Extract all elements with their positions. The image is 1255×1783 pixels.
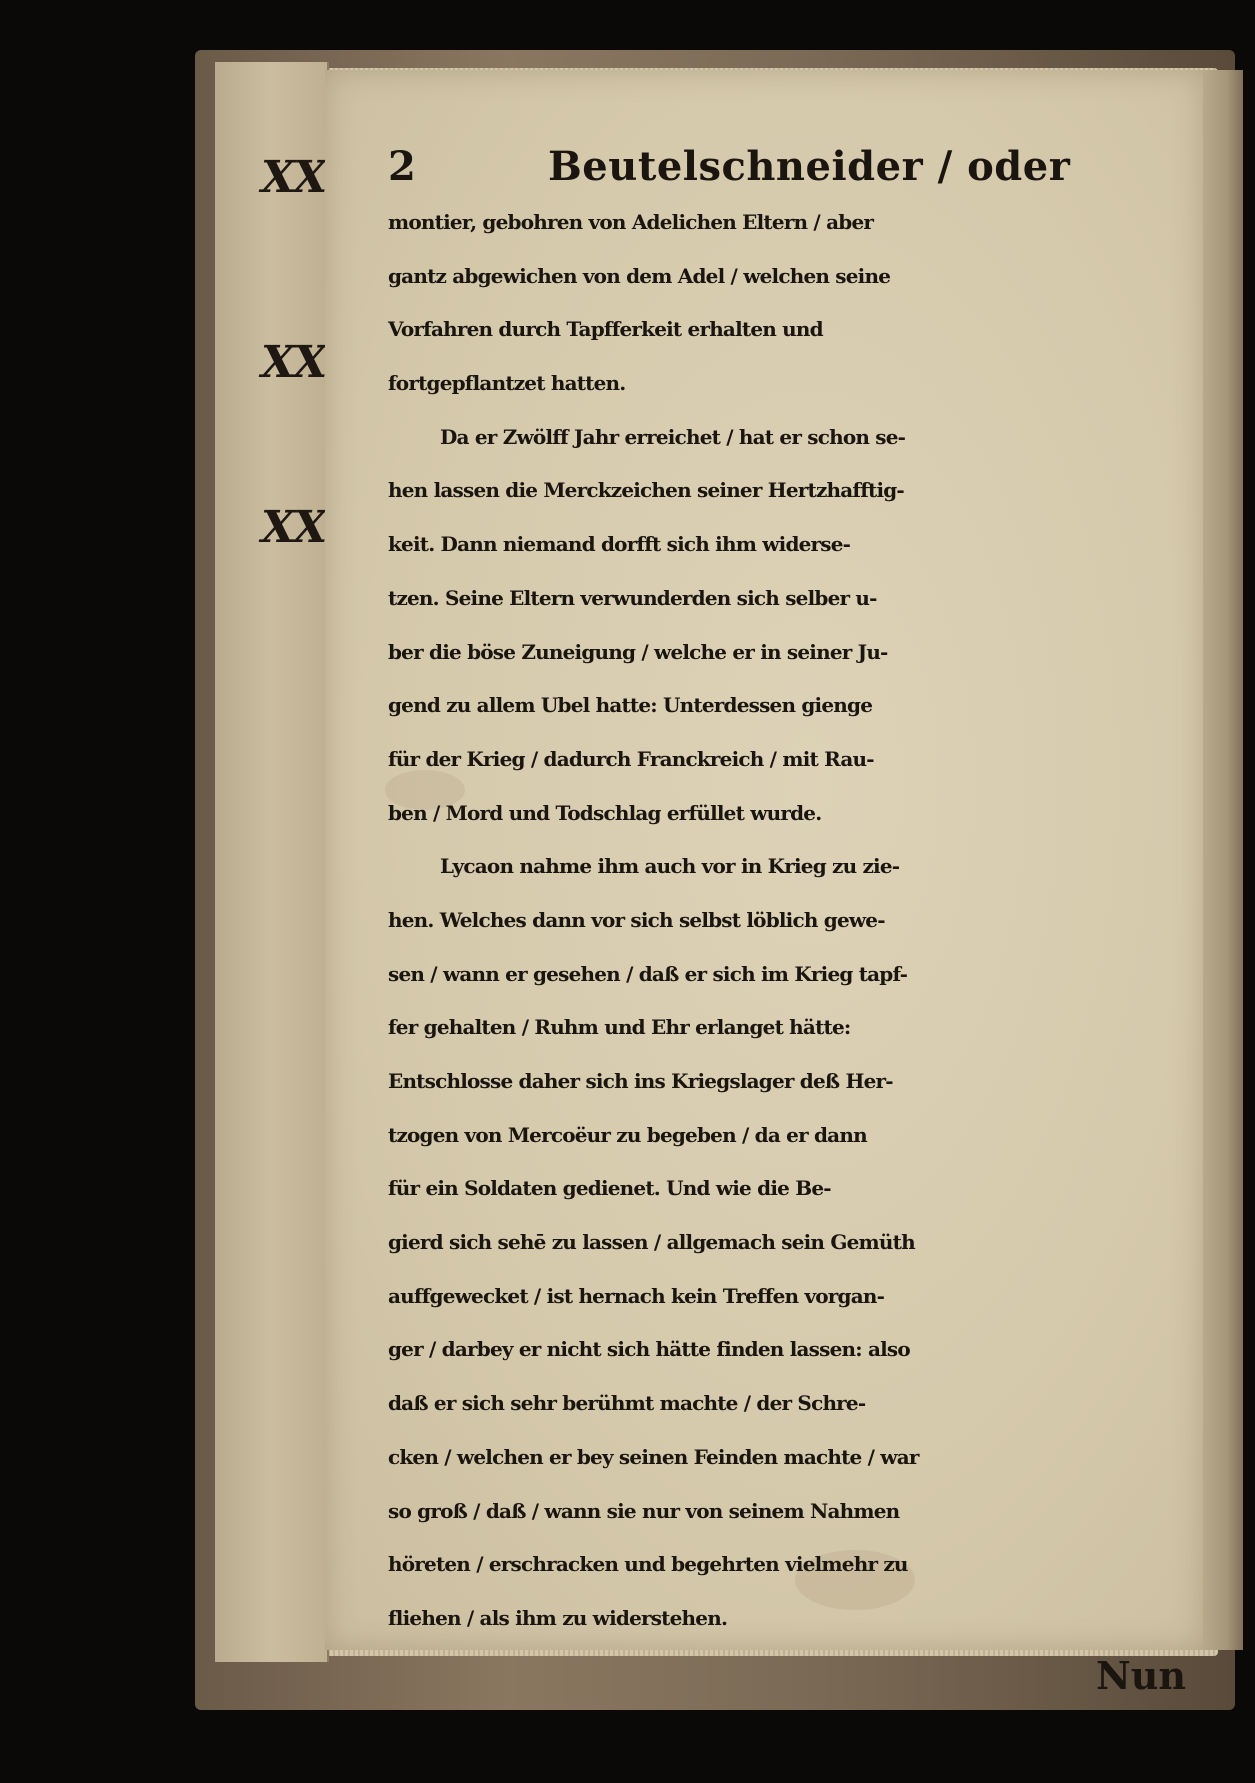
- text-line: so groß / daß / wann sie nur von seinem Nahmen: [388, 1498, 900, 1523]
- text-line: hen lassen die Merckzeichen seiner Hertzhafftig-: [388, 478, 904, 503]
- page-text: [388, 142, 1198, 1706]
- text-line: Entschlosse daher sich ins Kriegslager deß Her-: [388, 1069, 893, 1093]
- text-line: keit. Dann niemand dorfft sich ihm widerse-: [388, 532, 851, 557]
- text-line: hen. Welches dann vor sich selbst löblich gewe-: [388, 907, 885, 932]
- text-line: höreten / erschracken und begehrten vielmehr zu: [388, 1552, 908, 1577]
- text-line: daß er sich sehr berühmt machte / der Schre-: [388, 1391, 866, 1416]
- text-line: ben / Mord und Todschlag erfüllet wurde.: [388, 800, 822, 825]
- text-line: für der Krieg / dadurch Franckreich / mit Rau-: [388, 746, 874, 771]
- text-line: cken / welchen er bey seinen Feinden machte / war: [388, 1444, 919, 1469]
- text-line: sen / wann er gesehen / daß er sich im Krieg tapf-: [388, 961, 908, 986]
- text-line: tzen. Seine Eltern verwunderden sich selber u-: [388, 585, 877, 610]
- text-line: gend zu allem Ubel hatte: Unterdessen gienge: [388, 693, 873, 718]
- page-number: 2: [388, 143, 416, 190]
- catchword: Nun: [1096, 1652, 1186, 1698]
- text-line: für ein Soldaten gedienet. Und wie die Be-: [388, 1176, 831, 1201]
- text-line: Vorfahren durch Tapfferkeit erhalten und: [388, 317, 823, 342]
- text-line: gantz abgewichen von dem Adel / welchen seine: [388, 263, 891, 288]
- text-line: ber die böse Zuneigung / welche er in seiner Ju-: [388, 639, 888, 664]
- margin-fragment: XX: [261, 502, 326, 553]
- text-line: gierd sich sehē zu lassen / allgemach sein Gemüth: [388, 1230, 915, 1255]
- text-line: fliehen / als ihm zu widerstehen.: [388, 1605, 728, 1630]
- text-line: fer gehalten / Ruhm und Ehr erlanget hätte:: [388, 1015, 851, 1040]
- page-gutter: [1203, 70, 1243, 1650]
- facing-page-edge: [215, 62, 329, 1662]
- text-line: tzogen von Mercoëur zu begeben / da er dann: [388, 1122, 867, 1147]
- text-line: Da er Zwölff Jahr erreichet / hat er schon se-: [440, 424, 906, 449]
- text-line: auffgewecket / ist hernach kein Treffen vorgan-: [388, 1283, 885, 1308]
- body-text: [388, 196, 1198, 1646]
- text-line: fortgepflantzet hatten.: [388, 371, 626, 396]
- text-line: ger / darbey er nicht sich hätte finden lassen: also: [388, 1337, 910, 1362]
- margin-fragment: XX: [261, 337, 326, 388]
- margin-fragment: XX: [261, 152, 326, 203]
- text-line: Lycaon nahme ihm auch vor in Krieg zu zie-: [440, 854, 900, 879]
- text-line: montier, gebohren von Adelichen Eltern / aber: [388, 210, 874, 234]
- running-title: Beutelschneider / oder: [548, 143, 1071, 190]
- running-header: [388, 142, 1198, 192]
